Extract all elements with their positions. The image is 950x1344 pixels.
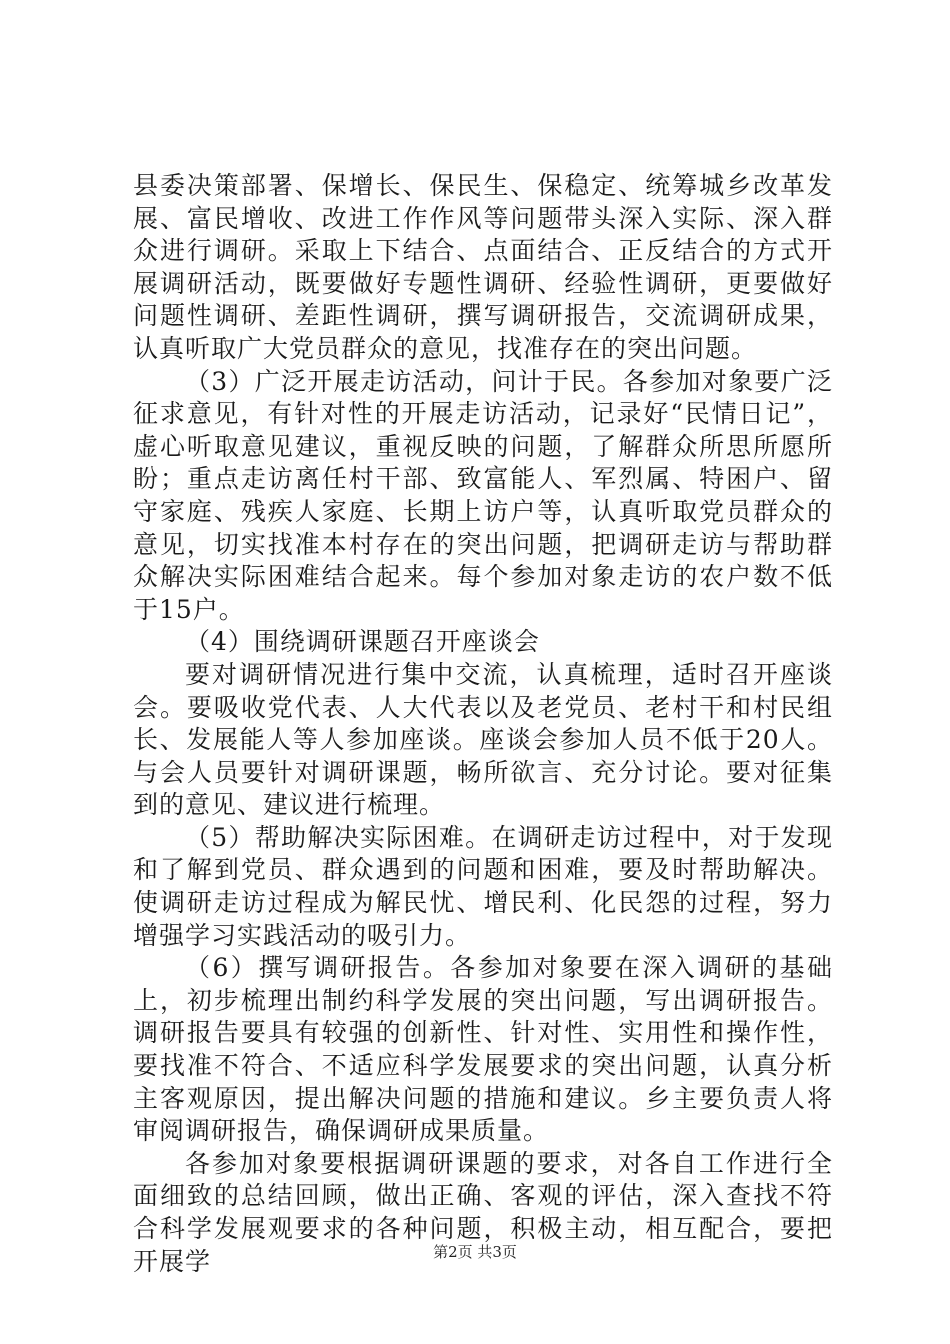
paragraph-5: （5）帮助解决实际困难。在调研走访过程中，对于发现和了解到党员、群众遇到的问题和困难，要及时帮助解决。使调研走访过程成为解民忧、增民利、化民怨的过程，努力增强学习实践活动的吸引力。 (133, 822, 833, 950)
paragraph-2: （3）广泛开展走访活动，问计于民。各参加对象要广泛征求意见，有针对性的开展走访活动，记录好“民情日记”，虚心听取意见建议，重视反映的问题，了解群众所思所愿所盼；重点走访离任村干部、致富能人、军烈属、特困户、留守家庭、残疾人家庭、长期上访户等，认真听取党员群众的意见，切实找准本村存在的突出问题，把调研走访与帮助群众解决实际困难结合起来。每个参加对象走访的农户数不低于15户。 (133, 366, 833, 624)
paragraph-3: （4）围绕调研课题召开座谈会 (185, 627, 540, 657)
document-body (133, 170, 833, 1278)
paragraph-7: 各参加对象要根据调研课题的要求，对各自工作进行全面细致的总结回顾，做出正确、客观的评估，深入查找不符合科学发展观要求的各种问题，积极主动，相互配合，要把开展学 (133, 1148, 833, 1276)
paragraph-1: 县委决策部署、保增长、保民生、保稳定、统筹城乡改革发展、富民增收、改进工作作风等问题带头深入实际、深入群众进行调研。采取上下结合、点面结合、正反结合的方式开展调研活动，既要做好专题性调研、经验性调研，更要做好问题性调研、差距性调研，撰写调研报告，交流调研成果，认真听取广大党员群众的意见，找准存在的突出问题。 (133, 171, 833, 363)
page-number-footer: 第2页 共3页 (433, 1243, 517, 1261)
paragraph-4: 要对调研情况进行集中交流，认真梳理，适时召开座谈会。要吸收党代表、人大代表以及老党员、老村干和村民组长、发展能人等人参加座谈。座谈会参加人员不低于20人。与会人员要针对调研课题，畅所欲言、充分讨论。要对征集到的意见、建议进行梳理。 (133, 659, 833, 820)
paragraph-6: （6）撰写调研报告。各参加对象要在深入调研的基础上，初步梳理出制约科学发展的突出问题，写出调研报告。调研报告要具有较强的创新性、针对性、实用性和操作性，要找准不符合、不适应科学发展要求的突出问题，认真分析主客观原因，提出解决问题的措施和建议。乡主要负责人将审阅调研报告，确保调研成果质量。 (133, 953, 833, 1146)
